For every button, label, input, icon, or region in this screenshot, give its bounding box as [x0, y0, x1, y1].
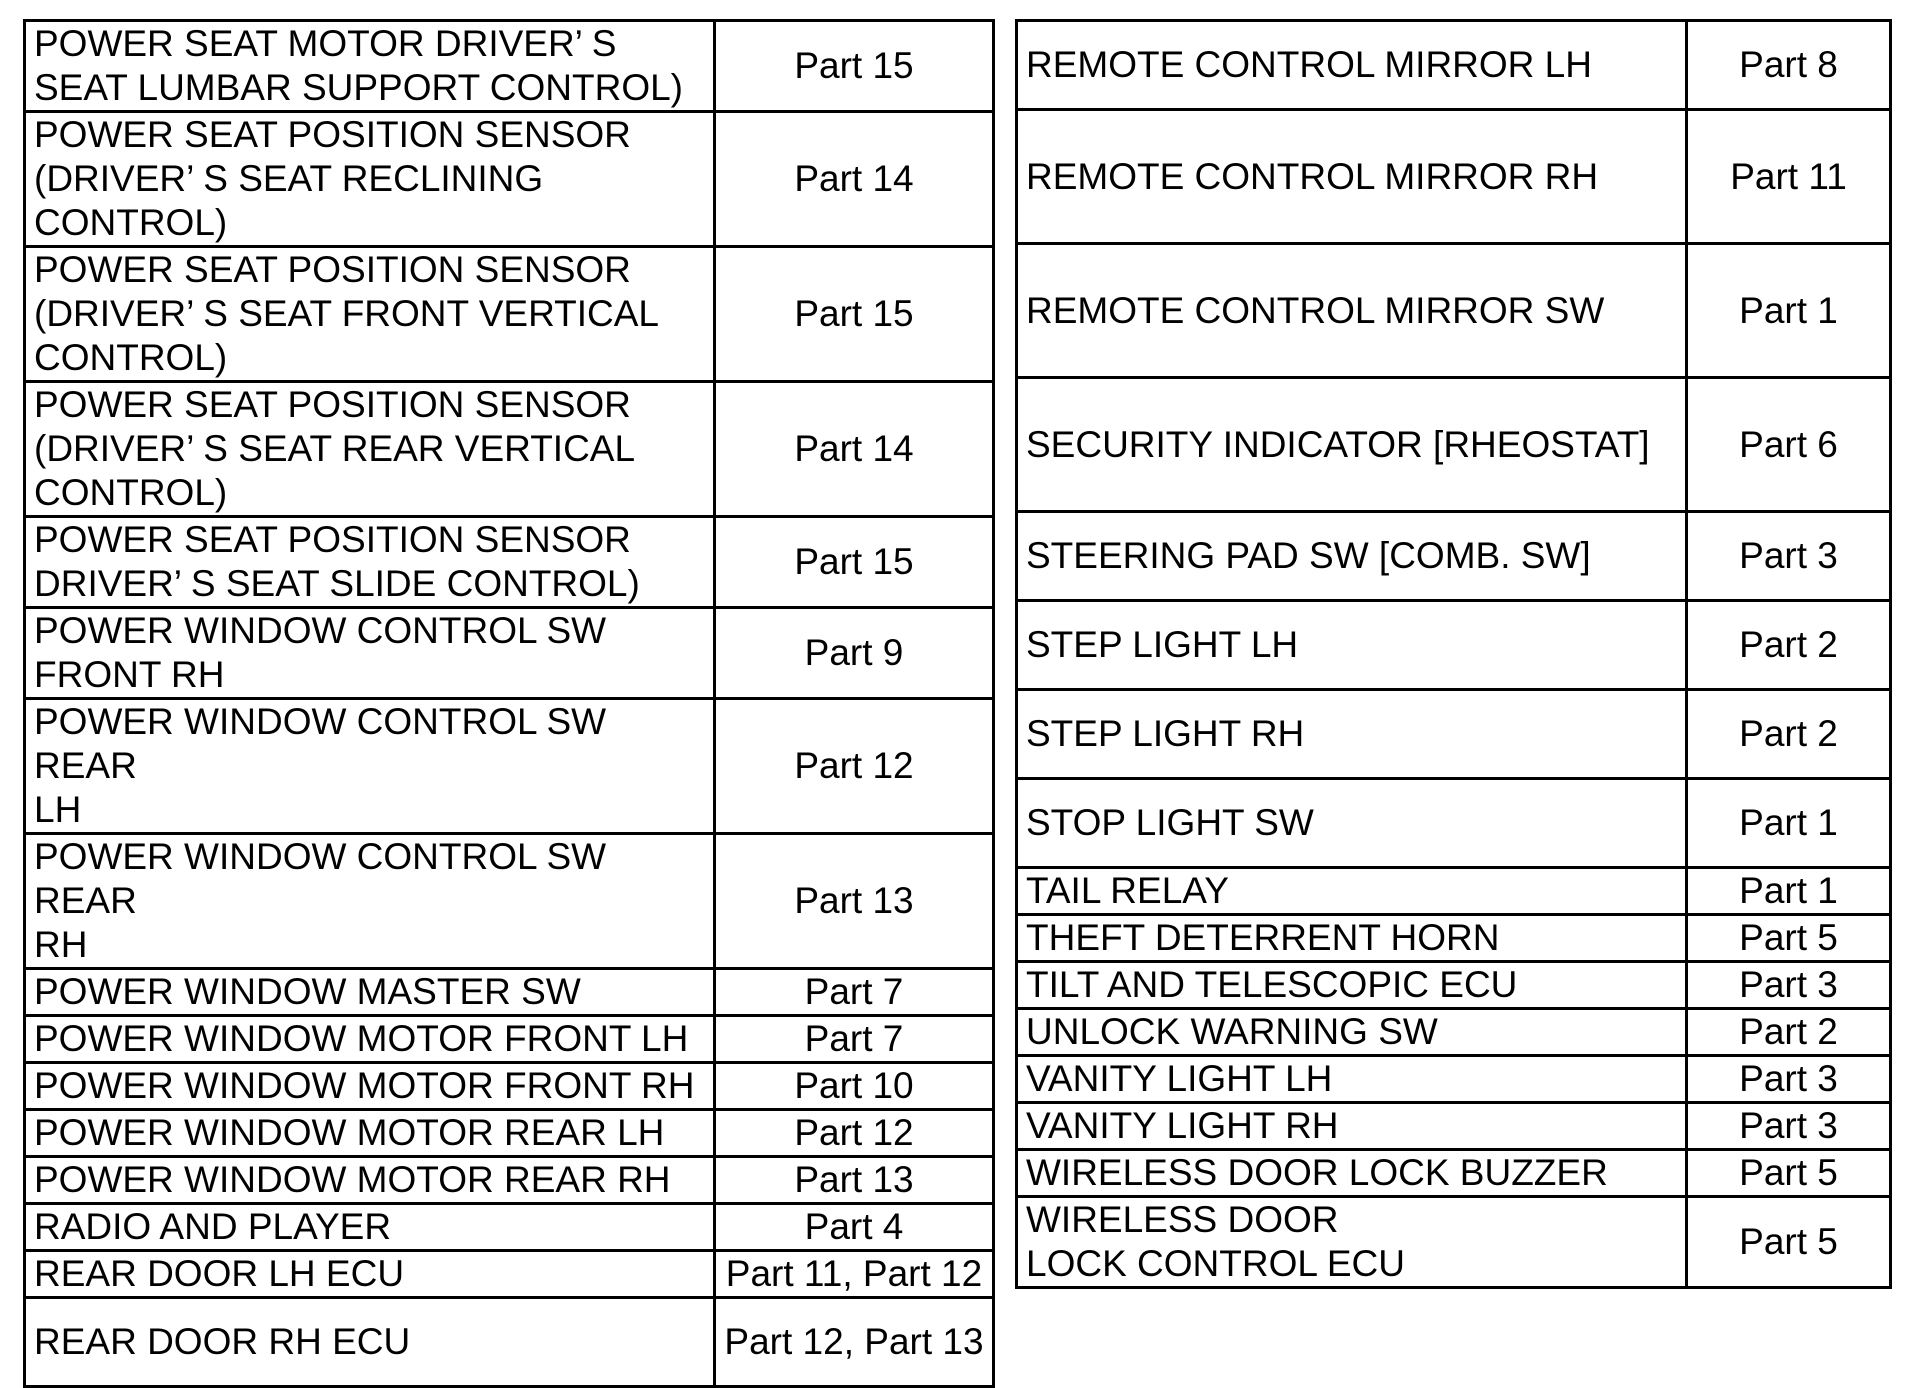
table-row [25, 699, 994, 834]
table-row [1017, 1009, 1891, 1056]
part-reference: Part 2 [1687, 1009, 1891, 1056]
table-row [25, 247, 994, 382]
component-name: REAR DOOR LH ECU [25, 1251, 715, 1298]
table-row [25, 1157, 994, 1204]
part-reference: Part 7 [715, 1016, 994, 1063]
part-reference: Part 5 [1687, 915, 1891, 962]
part-reference: Part 5 [1687, 1150, 1891, 1197]
component-name: VANITY LIGHT LH [1017, 1056, 1687, 1103]
component-name: STEERING PAD SW [COMB. SW] [1017, 512, 1687, 601]
table-row [1017, 1103, 1891, 1150]
table-row [1017, 1150, 1891, 1197]
component-name: THEFT DETERRENT HORN [1017, 915, 1687, 962]
component-name: POWER WINDOW CONTROL SW REAR RH [25, 834, 715, 969]
part-reference: Part 12 [715, 699, 994, 834]
component-name: REMOTE CONTROL MIRROR SW [1017, 244, 1687, 378]
table-row [1017, 915, 1891, 962]
table-row [1017, 779, 1891, 868]
table-row [1017, 601, 1891, 690]
table-row [25, 112, 994, 247]
component-name: POWER SEAT POSITION SENSOR (DRIVER’ S SEAT REAR VERTICAL CONTROL) [25, 382, 715, 517]
table-row [1017, 1056, 1891, 1103]
part-reference: Part 1 [1687, 868, 1891, 915]
part-reference: Part 14 [715, 382, 994, 517]
part-reference: Part 6 [1687, 378, 1891, 512]
component-name: POWER WINDOW CONTROL SW FRONT RH [25, 608, 715, 699]
table-row [25, 1016, 994, 1063]
part-reference: Part 3 [1687, 962, 1891, 1009]
table-row [1017, 868, 1891, 915]
part-reference: Part 1 [1687, 244, 1891, 378]
table-row [25, 517, 994, 608]
table-row [25, 21, 994, 112]
table-row [1017, 244, 1891, 378]
right-index-table [1015, 19, 1892, 1289]
part-reference: Part 14 [715, 112, 994, 247]
part-reference: Part 4 [715, 1204, 994, 1251]
table-row [25, 1110, 994, 1157]
component-name: POWER WINDOW MOTOR FRONT LH [25, 1016, 715, 1063]
table-row [1017, 962, 1891, 1009]
component-name: POWER WINDOW CONTROL SW REAR LH [25, 699, 715, 834]
part-reference: Part 15 [715, 21, 994, 112]
component-name: POWER WINDOW MOTOR REAR LH [25, 1110, 715, 1157]
component-name: STEP LIGHT LH [1017, 601, 1687, 690]
part-reference: Part 3 [1687, 1056, 1891, 1103]
component-name: VANITY LIGHT RH [1017, 1103, 1687, 1150]
table-row [25, 1298, 994, 1387]
table-row [1017, 1197, 1891, 1288]
part-reference: Part 8 [1687, 21, 1891, 110]
part-reference: Part 12 [715, 1110, 994, 1157]
component-name: POWER SEAT MOTOR DRIVER’ S SEAT LUMBAR SUPPORT CONTROL) [25, 21, 715, 112]
component-name: TILT AND TELESCOPIC ECU [1017, 962, 1687, 1009]
component-name: STEP LIGHT RH [1017, 690, 1687, 779]
component-name: POWER SEAT POSITION SENSOR (DRIVER’ S SEAT FRONT VERTICAL CONTROL) [25, 247, 715, 382]
table-row [1017, 690, 1891, 779]
component-name: POWER SEAT POSITION SENSOR DRIVER’ S SEAT SLIDE CONTROL) [25, 517, 715, 608]
component-name: TAIL RELAY [1017, 868, 1687, 915]
part-reference: Part 2 [1687, 690, 1891, 779]
component-name: WIRELESS DOOR LOCK BUZZER [1017, 1150, 1687, 1197]
table-row [25, 382, 994, 517]
table-row [1017, 110, 1891, 244]
part-reference: Part 3 [1687, 1103, 1891, 1150]
table-row [25, 969, 994, 1016]
part-reference: Part 15 [715, 247, 994, 382]
component-name: REAR DOOR RH ECU [25, 1298, 715, 1387]
part-reference: Part 2 [1687, 601, 1891, 690]
component-name: RADIO AND PLAYER [25, 1204, 715, 1251]
component-name: POWER WINDOW MOTOR REAR RH [25, 1157, 715, 1204]
part-reference: Part 12, Part 13 [715, 1298, 994, 1387]
component-name: UNLOCK WARNING SW [1017, 1009, 1687, 1056]
table-row [25, 1251, 994, 1298]
part-reference: Part 11, Part 12 [715, 1251, 994, 1298]
part-reference: Part 11 [1687, 110, 1891, 244]
table-row [25, 834, 994, 969]
table-row [1017, 512, 1891, 601]
component-name: REMOTE CONTROL MIRROR LH [1017, 21, 1687, 110]
part-reference: Part 13 [715, 1157, 994, 1204]
table-row [25, 608, 994, 699]
component-name: POWER SEAT POSITION SENSOR (DRIVER’ S SEAT RECLINING CONTROL) [25, 112, 715, 247]
table-row [25, 1063, 994, 1110]
component-name: WIRELESS DOOR LOCK CONTROL ECU [1017, 1197, 1687, 1288]
part-reference: Part 1 [1687, 779, 1891, 868]
table-row [25, 1204, 994, 1251]
component-name: STOP LIGHT SW [1017, 779, 1687, 868]
component-name: SECURITY INDICATOR [RHEOSTAT] [1017, 378, 1687, 512]
part-reference: Part 9 [715, 608, 994, 699]
part-reference: Part 5 [1687, 1197, 1891, 1288]
component-name: POWER WINDOW MASTER SW [25, 969, 715, 1016]
part-reference: Part 3 [1687, 512, 1891, 601]
part-reference: Part 13 [715, 834, 994, 969]
part-reference: Part 15 [715, 517, 994, 608]
part-reference: Part 10 [715, 1063, 994, 1110]
component-name: REMOTE CONTROL MIRROR RH [1017, 110, 1687, 244]
left-index-table [23, 19, 995, 1388]
table-row [1017, 378, 1891, 512]
part-reference: Part 7 [715, 969, 994, 1016]
component-name: POWER WINDOW MOTOR FRONT RH [25, 1063, 715, 1110]
table-row [1017, 21, 1891, 110]
